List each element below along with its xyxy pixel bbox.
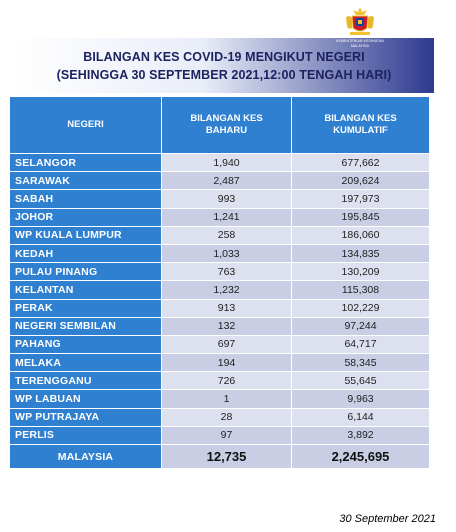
cumulative-cases: 115,308 — [292, 281, 430, 299]
cumulative-cases: 102,229 — [292, 299, 430, 317]
state-name: SARAWAK — [10, 172, 162, 190]
new-cases: 132 — [162, 317, 292, 335]
table-header-row — [10, 97, 430, 154]
state-name: PERAK — [10, 299, 162, 317]
new-cases: 697 — [162, 335, 292, 353]
date-caption: 30 September 2021 — [339, 513, 436, 525]
new-cases: 194 — [162, 354, 292, 372]
header-new-cases-label: BILANGAN KES BAHARU — [190, 113, 263, 136]
table-row — [10, 244, 430, 262]
state-name: WP PUTRAJAYA — [10, 408, 162, 426]
cumulative-cases: 197,973 — [292, 190, 430, 208]
new-cases: 763 — [162, 263, 292, 281]
state-name: PERLIS — [10, 426, 162, 444]
cumulative-cases: 134,835 — [292, 244, 430, 262]
header-state: NEGERI — [10, 97, 162, 154]
cumulative-cases: 55,645 — [292, 372, 430, 390]
ministry-label-line-1: KEMENTERIAN KESIHATAN — [336, 39, 384, 43]
table-row — [10, 226, 430, 244]
table-row — [10, 208, 430, 226]
new-cases: 258 — [162, 226, 292, 244]
new-cases: 1,241 — [162, 208, 292, 226]
title-line-1: BILANGAN KES COVID-19 MENGIKUT NEGERI — [83, 50, 365, 64]
table-row — [10, 172, 430, 190]
new-cases: 1,940 — [162, 154, 292, 172]
cumulative-cases: 97,244 — [292, 317, 430, 335]
table-row — [10, 190, 430, 208]
table-row — [10, 390, 430, 408]
cumulative-cases: 195,845 — [292, 208, 430, 226]
state-name: SELANGOR — [10, 154, 162, 172]
header-cumulative-cases-label: BILANGAN KES KUMULATIF — [324, 113, 397, 136]
total-row — [10, 445, 430, 469]
table-row — [10, 299, 430, 317]
state-name: KELANTAN — [10, 281, 162, 299]
ministry-label-line-2: MALAYSIA — [350, 44, 370, 48]
new-cases: 726 — [162, 372, 292, 390]
new-cases: 1,033 — [162, 244, 292, 262]
new-cases: 993 — [162, 190, 292, 208]
table-row — [10, 317, 430, 335]
total-cumulative-cases: 2,245,695 — [292, 445, 430, 469]
state-name: SABAH — [10, 190, 162, 208]
cumulative-cases: 209,624 — [292, 172, 430, 190]
new-cases: 913 — [162, 299, 292, 317]
state-name: WP LABUAN — [10, 390, 162, 408]
cumulative-cases: 3,892 — [292, 426, 430, 444]
table-row — [10, 335, 430, 353]
new-cases: 97 — [162, 426, 292, 444]
covid-cases-table — [9, 96, 429, 494]
new-cases: 1 — [162, 390, 292, 408]
state-name: TERENGGANU — [10, 372, 162, 390]
malaysia-coat-of-arms-icon — [343, 6, 377, 38]
cumulative-cases: 58,345 — [292, 354, 430, 372]
cumulative-cases: 677,662 — [292, 154, 430, 172]
state-name: JOHOR — [10, 208, 162, 226]
cumulative-cases: 64,717 — [292, 335, 430, 353]
header-cumulative-cases — [292, 97, 430, 154]
state-name: PAHANG — [10, 335, 162, 353]
table-row — [10, 154, 430, 172]
state-name: PULAU PINANG — [10, 263, 162, 281]
table-row — [10, 408, 430, 426]
cumulative-cases: 9,963 — [292, 390, 430, 408]
cumulative-cases: 186,060 — [292, 226, 430, 244]
new-cases: 1,232 — [162, 281, 292, 299]
ministry-logo — [330, 6, 390, 52]
total-label: MALAYSIA — [10, 445, 162, 469]
table-row — [10, 263, 430, 281]
total-new-cases: 12,735 — [162, 445, 292, 469]
cumulative-cases: 6,144 — [292, 408, 430, 426]
header-new-cases — [162, 97, 292, 154]
state-name: MELAKA — [10, 354, 162, 372]
state-name: KEDAH — [10, 244, 162, 262]
title-line-2: (SEHINGGA 30 SEPTEMBER 2021,12:00 TENGAH HARI) — [56, 68, 392, 82]
table-row — [10, 426, 430, 444]
state-name: NEGERI SEMBILAN — [10, 317, 162, 335]
table-row — [10, 281, 430, 299]
table-row — [10, 372, 430, 390]
table-row — [10, 354, 430, 372]
new-cases: 2,487 — [162, 172, 292, 190]
cumulative-cases: 130,209 — [292, 263, 430, 281]
state-name: WP KUALA LUMPUR — [10, 226, 162, 244]
new-cases: 28 — [162, 408, 292, 426]
